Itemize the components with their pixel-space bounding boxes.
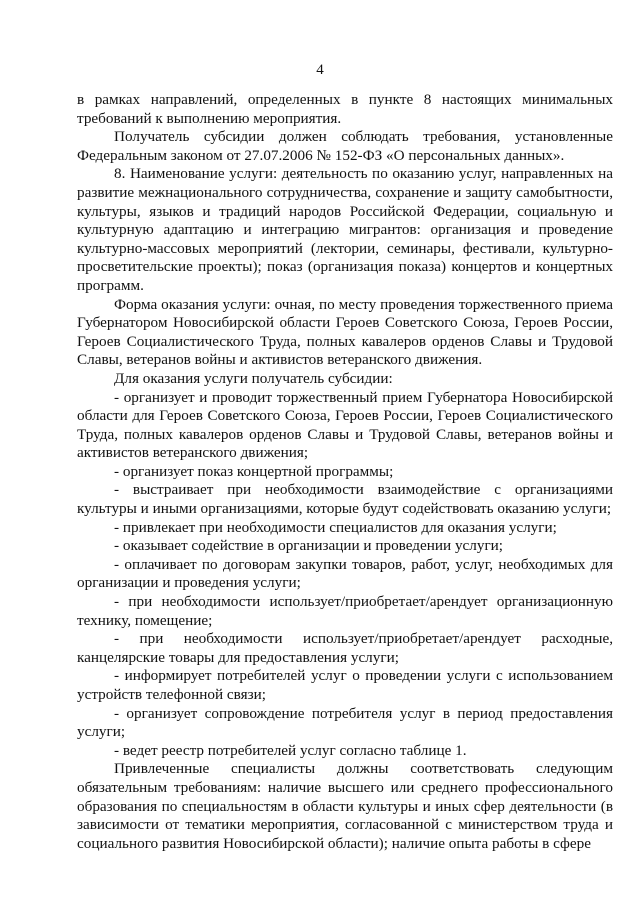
paragraph-service-name: 8. Наименование услуги: деятельность по оказанию услуг, направленных на развитие межнационального сотрудничества, сохранение и защиту самобытности, культуры, языков и традиций народов Российской Федерации, социальную и культурную адаптацию и интеграцию мигрантов: организация и проведение культурно-массовых мероприятий (лектории, семинары, фестивали, культурно-просветительские проекты); показ (организация показа) концертов и концертных программ. (77, 165, 613, 294)
list-item-cooperation: - выстраивает при необходимости взаимодействие с организациями культуры и иными организациями, которые будут содействовать оказанию услуги; (77, 481, 613, 518)
list-item-supplies: - при необходимости использует/приобретает/арендует расходные, канцелярские товары для предоставления услуги; (77, 630, 613, 666)
list-item-informing: - информирует потребителей услуг о проведении услуги с использованием устройств телефонной связи; (77, 667, 613, 703)
list-item-reception: - организует и проводит торжественный прием Губернатора Новосибирской области для Героев Советского Союза, Героев России, Героев Социалистического Труда, полных кавалеров орденов Славы и Трудовой Славы, ветеранов войны и активистов ветеранского движения; (77, 388, 613, 462)
paragraph-service-form: Форма оказания услуги: очная, по месту проведения торжественного приема Губернатором Новосибирской области Героев Советского Союза, Героев России, Героев Социалистического Труда, полных кавалеров орденов Славы и Трудовой Славы, ветеранов войны и активистов ветеранского движения. (77, 295, 613, 369)
document-body (77, 91, 613, 853)
list-item-concert: - организует показ концертной программы; (114, 462, 394, 480)
list-item-equipment: - при необходимости использует/приобретает/арендует организационную технику, помещение; (77, 593, 613, 629)
paragraph-continuation: в рамках направлений, определенных в пункте 8 настоящих минимальных требований к выполнению мероприятия. (77, 91, 613, 127)
list-item-registry: - ведет реестр потребителей услуг согласно таблице 1. (114, 741, 467, 759)
list-item-escort: - организует сопровождение потребителя услуг в период предоставления услуги; (77, 704, 613, 741)
list-item-assistance: - оказывает содействие в организации и проведении услуги; (114, 537, 504, 555)
paragraph-list-intro: Для оказания услуги получатель субсидии: (114, 369, 393, 387)
paragraph-personal-data: Получатель субсидии должен соблюдать требования, установленные Федеральным законом от 27.07.2006 № 152-ФЗ «О персональных данных». (77, 128, 613, 164)
paragraph-requirements: Привлеченные специалисты должны соответствовать следующим обязательным требованиям: наличие высшего или среднего профессионального образования по специальностям в области культуры и иных сфер деятельности (в зависимости от тематики мероприятия, согласованной с министерством труда и социального развития Новосибирской области); наличие опыта работы в сфере (77, 760, 613, 852)
list-item-payment: - оплачивает по договорам закупки товаров, работ, услуг, необходимых для организации и проведения услуги; (77, 555, 613, 592)
list-item-specialists: - привлекает при необходимости специалистов для оказания услуги; (114, 518, 557, 536)
page-number: 4 (316, 62, 324, 78)
